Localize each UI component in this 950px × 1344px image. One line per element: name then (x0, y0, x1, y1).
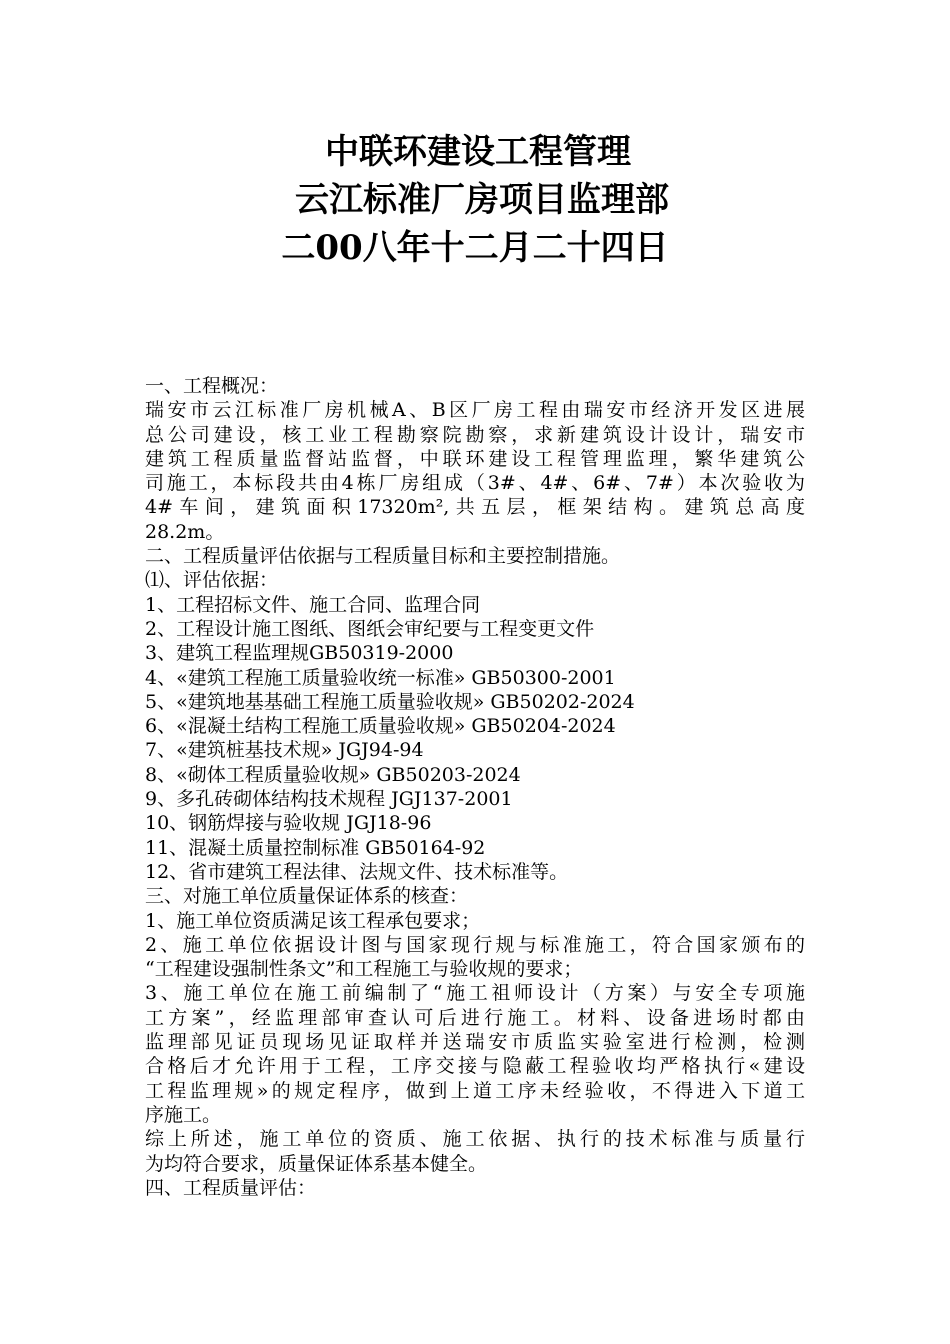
body-line: 4#车间，建筑面积17320m²,共五层，框架结构。建筑总高度 (145, 496, 805, 519)
body-line: 5、«建筑地基基础工程施工质量验收规» GB50202-2024 (145, 690, 635, 713)
body-line: 四、工程质量评估： (145, 1176, 317, 1199)
body-line: 6、«混凝土结构工程施工质量验收规» GB50204-2024 (145, 715, 616, 738)
body-line: “工程建设强制性条文”和工程施工与验收规的要求； (145, 958, 583, 981)
body-line: 为均符合要求，质量保证体系基本健全。 (145, 1152, 488, 1175)
body-line: 11、混凝土质量控制标准 GB50164-92 (145, 836, 486, 859)
body-line: 3、施工单位在施工前编制了“施工祖师设计（方案）与安全专项施 (145, 982, 805, 1005)
body-line: 工方案”，经监理部审查认可后进行施工。材料、设备进场时都由 (145, 1006, 805, 1029)
body-line: 总公司建设，核工业工程勘察院勘察，求新建筑设计设计，瑞安市 (145, 423, 805, 446)
title-date: 二00八年十二月二十四日 (281, 228, 669, 268)
body-line: 4、«建筑工程施工质量验收统一标准» GB50300-2001 (145, 666, 616, 689)
body-line: 合格后才允许用于工程，工序交接与隐蔽工程验收均严格执行«建设 (145, 1055, 805, 1078)
document-title-block (0, 128, 950, 272)
title-company: 中联环建设工程管理 (325, 132, 631, 172)
body-line: 3、建筑工程监理规GB50319-2000 (145, 642, 454, 665)
body-line: 1、工程招标文件、施工合同、监理合同 (145, 593, 481, 616)
body-line: 12、省市建筑工程法律、法规文件、技术标准等。 (145, 860, 569, 883)
body-line: 司施工，本标段共由4栋厂房组成（3#、4#、6#、7#）本次验收为 (145, 472, 805, 495)
body-line: 8、«砌体工程质量验收规» GB50203-2024 (145, 763, 521, 786)
body-line: 序施工。 (145, 1103, 222, 1126)
body-line: 28.2m。 (145, 520, 225, 543)
body-line: 监理部见证员现场见证取样并送瑞安市质监实验室进行检测，检测 (145, 1031, 805, 1054)
body-line: 一、工程概况： (145, 375, 279, 397)
body-line: ⑴、评估依据： (145, 569, 279, 592)
body-line: 2、施工单位依据设计图与国家现行规与标准施工，符合国家颁布的 (145, 933, 805, 956)
body-line: 10、钢筋焊接与验收规 JGJ18-96 (145, 812, 432, 835)
body-line: 三、对施工单位质量保证体系的核查： (145, 885, 469, 908)
title-project-department: 云江标准厂房项目监理部 (295, 180, 669, 220)
body-line: 9、多孔砖砌体结构技术规程 JGJ137-2001 (145, 788, 513, 811)
body-line: 瑞安市云江标准厂房机械A、B区厂房工程由瑞安市经济开发区进展 (145, 399, 805, 422)
document-body (145, 374, 805, 1200)
body-line: 1、施工单位资质满足该工程承包要求； (145, 909, 481, 932)
body-line: 综上所述，施工单位的资质、施工依据、执行的技术标准与质量行 (145, 1128, 805, 1151)
body-line: 2、工程设计施工图纸、图纸会审纪要与工程变更文件 (145, 617, 595, 640)
body-line: 工程监理规»的规定程序，做到上道工序未经验收，不得进入下道工 (145, 1079, 805, 1102)
body-line: 二、工程质量评估依据与工程质量目标和主要控制措施。 (145, 545, 621, 568)
body-line: 建筑工程质量监督站监督，中联环建设工程管理监理，繁华建筑公 (145, 447, 805, 470)
body-line: 7、«建筑桩基技术规» JGJ94-94 (145, 739, 424, 762)
